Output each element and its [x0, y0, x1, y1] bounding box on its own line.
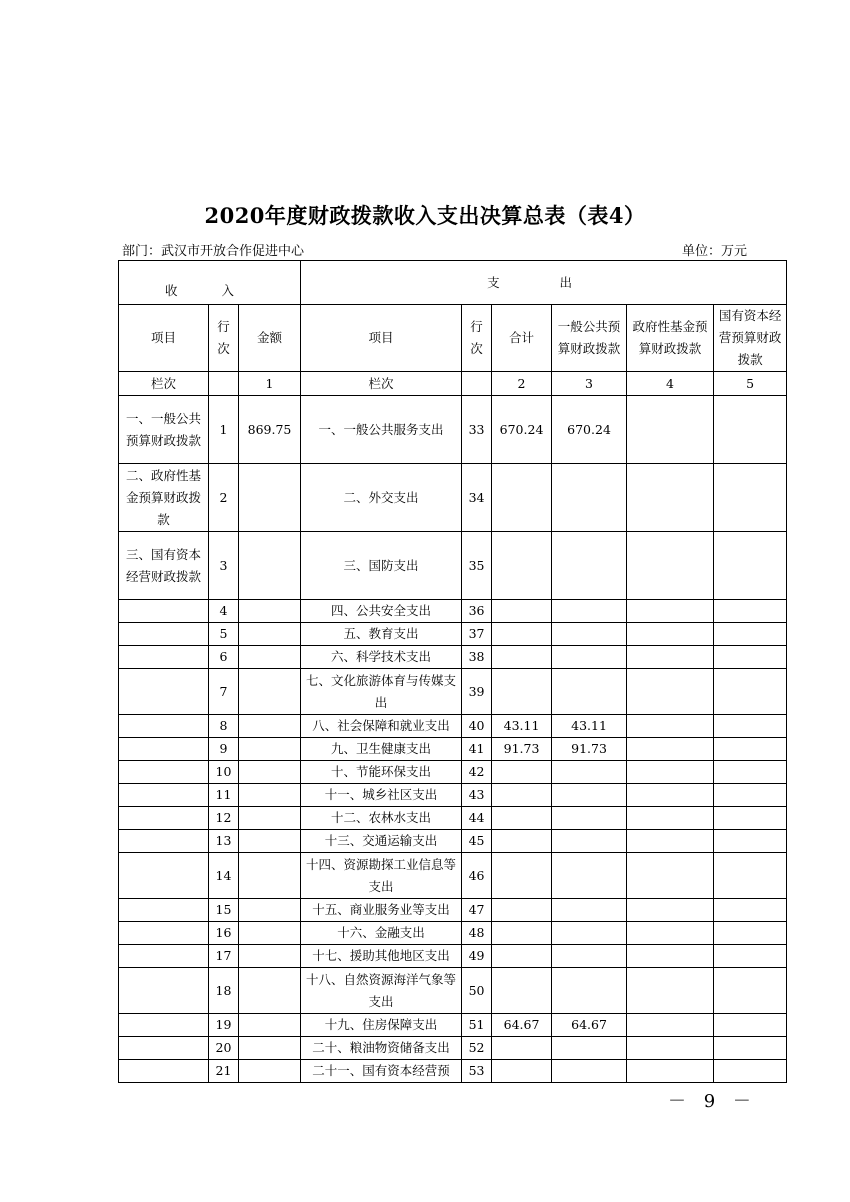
income-row-no: 15 — [209, 899, 239, 922]
total-value — [492, 761, 552, 784]
expense-row-no: 53 — [462, 1060, 492, 1083]
page-number: － 9 － — [668, 1091, 757, 1112]
gov-fund-value — [627, 784, 714, 807]
department-label: 部门：武汉市开放合作促进中心 — [122, 244, 305, 259]
gov-fund-header: 政府性基金预算财政拨款 — [627, 305, 714, 372]
income-amount — [239, 830, 301, 853]
expense-item: 一、一般公共服务支出 — [301, 396, 462, 464]
expense-row-no: 39 — [462, 669, 492, 715]
general-budget-value — [552, 1060, 627, 1083]
expense-row-no: 49 — [462, 945, 492, 968]
general-budget-value: 43.11 — [552, 715, 627, 738]
state-capital-value — [714, 1060, 787, 1083]
expense-row-no: 52 — [462, 1037, 492, 1060]
gov-fund-value — [627, 807, 714, 830]
income-row-no: 10 — [209, 761, 239, 784]
income-row-no: 21 — [209, 1060, 239, 1083]
state-capital-value — [714, 761, 787, 784]
income-header: 收 入 — [119, 261, 301, 305]
state-capital-value — [714, 600, 787, 623]
general-budget-value — [552, 464, 627, 532]
general-budget-value — [552, 853, 627, 899]
state-capital-value — [714, 784, 787, 807]
table-row — [119, 1037, 787, 1060]
expense-item: 十一、城乡社区支出 — [301, 784, 462, 807]
table-row — [119, 784, 787, 807]
expense-row-no: 36 — [462, 600, 492, 623]
income-row-no: 6 — [209, 646, 239, 669]
total-value: 91.73 — [492, 738, 552, 761]
income-amount — [239, 853, 301, 899]
income-item: 一、一般公共预算财政拨款 — [119, 396, 209, 464]
income-amount: 869.75 — [239, 396, 301, 464]
unit-label: 单位：万元 — [682, 244, 748, 259]
income-item — [119, 669, 209, 715]
gov-fund-value — [627, 968, 714, 1014]
total-value — [492, 922, 552, 945]
income-row-no: 13 — [209, 830, 239, 853]
total-value — [492, 807, 552, 830]
income-row-no: 1 — [209, 396, 239, 464]
gov-fund-value — [627, 600, 714, 623]
gov-fund-value — [627, 945, 714, 968]
table-row — [119, 899, 787, 922]
general-budget-value: 64.67 — [552, 1014, 627, 1037]
income-item-header: 项目 — [119, 305, 209, 372]
expense-row-no: 33 — [462, 396, 492, 464]
income-item — [119, 899, 209, 922]
income-amount — [239, 715, 301, 738]
income-row-no: 18 — [209, 968, 239, 1014]
expense-item: 十八、自然资源海洋气象等支出 — [301, 968, 462, 1014]
table-row — [119, 623, 787, 646]
gov-fund-value — [627, 853, 714, 899]
gov-fund-value — [627, 899, 714, 922]
gov-fund-value — [627, 646, 714, 669]
state-capital-value — [714, 396, 787, 464]
total-value — [492, 1060, 552, 1083]
income-row-no: 4 — [209, 600, 239, 623]
income-item — [119, 1037, 209, 1060]
expense-row-no: 50 — [462, 968, 492, 1014]
state-capital-value — [714, 464, 787, 532]
state-capital-header: 国有资本经营预算财政拨款 — [714, 305, 787, 372]
expense-row-no-header: 行次 — [462, 305, 492, 372]
income-item — [119, 853, 209, 899]
gov-fund-value — [627, 1037, 714, 1060]
expense-item: 十、节能环保支出 — [301, 761, 462, 784]
total-value — [492, 899, 552, 922]
income-item — [119, 1060, 209, 1083]
expense-row-no: 45 — [462, 830, 492, 853]
income-amount — [239, 899, 301, 922]
column-index-1: 1 — [239, 372, 301, 396]
general-budget-value — [552, 600, 627, 623]
total-value — [492, 600, 552, 623]
income-item — [119, 922, 209, 945]
general-budget-header: 一般公共预算财政拨款 — [552, 305, 627, 372]
general-budget-value — [552, 968, 627, 1014]
general-budget-value — [552, 623, 627, 646]
expense-row-no: 44 — [462, 807, 492, 830]
table-row — [119, 853, 787, 899]
state-capital-value — [714, 623, 787, 646]
table-row — [119, 1014, 787, 1037]
state-capital-value — [714, 899, 787, 922]
state-capital-value — [714, 715, 787, 738]
table-row — [119, 646, 787, 669]
expense-row-no: 42 — [462, 761, 492, 784]
income-amount — [239, 761, 301, 784]
table-row — [119, 968, 787, 1014]
table-row — [119, 1060, 787, 1083]
income-item — [119, 715, 209, 738]
income-row-no: 3 — [209, 532, 239, 600]
total-value — [492, 646, 552, 669]
column-index-row — [119, 372, 787, 396]
income-item — [119, 646, 209, 669]
column-index-empty-2 — [462, 372, 492, 396]
expense-row-no: 35 — [462, 532, 492, 600]
table-row — [119, 761, 787, 784]
table-row — [119, 600, 787, 623]
expense-item: 七、文化旅游体育与传媒支出 — [301, 669, 462, 715]
income-item — [119, 830, 209, 853]
table-row — [119, 464, 787, 532]
table-row — [119, 830, 787, 853]
table-row — [119, 945, 787, 968]
income-item — [119, 600, 209, 623]
income-item — [119, 784, 209, 807]
expense-item: 十二、农林水支出 — [301, 807, 462, 830]
expense-row-no: 46 — [462, 853, 492, 899]
expense-row-no: 43 — [462, 784, 492, 807]
total-value — [492, 830, 552, 853]
general-budget-value — [552, 899, 627, 922]
expense-item: 二十一、国有资本经营预 — [301, 1060, 462, 1083]
amount-header: 金额 — [239, 305, 301, 372]
income-row-no: 14 — [209, 853, 239, 899]
column-label: 栏次 — [119, 372, 209, 396]
state-capital-value — [714, 945, 787, 968]
income-item — [119, 807, 209, 830]
general-budget-value — [552, 945, 627, 968]
expense-row-no: 51 — [462, 1014, 492, 1037]
gov-fund-value — [627, 669, 714, 715]
total-value — [492, 968, 552, 1014]
table-row — [119, 532, 787, 600]
budget-table — [118, 260, 787, 1083]
column-index-3: 3 — [552, 372, 627, 396]
table-row — [119, 738, 787, 761]
table-row — [119, 922, 787, 945]
general-budget-value — [552, 830, 627, 853]
income-amount — [239, 532, 301, 600]
gov-fund-value — [627, 623, 714, 646]
column-index-2: 2 — [492, 372, 552, 396]
gov-fund-value — [627, 830, 714, 853]
expense-item: 十四、资源勘探工业信息等支出 — [301, 853, 462, 899]
income-amount — [239, 1037, 301, 1060]
page-title: 2020年度财政拨款收入支出决算总表（表4） — [204, 203, 646, 228]
income-item — [119, 1014, 209, 1037]
income-item — [119, 623, 209, 646]
general-budget-value — [552, 922, 627, 945]
income-amount — [239, 968, 301, 1014]
expense-row-no: 34 — [462, 464, 492, 532]
general-budget-value — [552, 669, 627, 715]
income-row-no: 8 — [209, 715, 239, 738]
gov-fund-value — [627, 922, 714, 945]
expense-row-no: 41 — [462, 738, 492, 761]
gov-fund-value — [627, 715, 714, 738]
income-item: 二、政府性基金预算财政拨款 — [119, 464, 209, 532]
income-row-no: 16 — [209, 922, 239, 945]
expense-row-no: 37 — [462, 623, 492, 646]
income-item — [119, 968, 209, 1014]
expense-item: 二十、粮油物资储备支出 — [301, 1037, 462, 1060]
income-amount — [239, 646, 301, 669]
total-value — [492, 623, 552, 646]
state-capital-value — [714, 669, 787, 715]
expense-row-no: 38 — [462, 646, 492, 669]
income-item — [119, 945, 209, 968]
income-amount — [239, 1014, 301, 1037]
gov-fund-value — [627, 738, 714, 761]
expense-item: 九、卫生健康支出 — [301, 738, 462, 761]
state-capital-value — [714, 922, 787, 945]
state-capital-value — [714, 807, 787, 830]
income-amount — [239, 464, 301, 532]
income-item: 三、国有资本经营财政拨款 — [119, 532, 209, 600]
state-capital-value — [714, 830, 787, 853]
gov-fund-value — [627, 1060, 714, 1083]
expense-item: 三、国防支出 — [301, 532, 462, 600]
total-value: 43.11 — [492, 715, 552, 738]
income-amount — [239, 784, 301, 807]
expense-item: 十九、住房保障支出 — [301, 1014, 462, 1037]
total-value — [492, 669, 552, 715]
header-row-columns — [119, 305, 787, 372]
expense-row-no: 48 — [462, 922, 492, 945]
gov-fund-value — [627, 1014, 714, 1037]
income-row-no: 17 — [209, 945, 239, 968]
income-row-no: 20 — [209, 1037, 239, 1060]
total-value — [492, 1037, 552, 1060]
state-capital-value — [714, 532, 787, 600]
income-amount — [239, 922, 301, 945]
total-value: 64.67 — [492, 1014, 552, 1037]
expense-row-no: 40 — [462, 715, 492, 738]
income-row-no: 7 — [209, 669, 239, 715]
gov-fund-value — [627, 464, 714, 532]
general-budget-value: 670.24 — [552, 396, 627, 464]
total-value: 670.24 — [492, 396, 552, 464]
expense-item: 十五、商业服务业等支出 — [301, 899, 462, 922]
income-amount — [239, 623, 301, 646]
column-index-4: 4 — [627, 372, 714, 396]
income-amount — [239, 1060, 301, 1083]
general-budget-value — [552, 532, 627, 600]
expense-header: 支 出 — [301, 261, 787, 305]
income-row-no: 9 — [209, 738, 239, 761]
state-capital-value — [714, 968, 787, 1014]
table-row — [119, 669, 787, 715]
expense-row-no: 47 — [462, 899, 492, 922]
state-capital-value — [714, 646, 787, 669]
general-budget-value — [552, 784, 627, 807]
total-value — [492, 532, 552, 600]
gov-fund-value — [627, 532, 714, 600]
income-amount — [239, 807, 301, 830]
state-capital-value — [714, 1014, 787, 1037]
column-label-expense: 栏次 — [301, 372, 462, 396]
total-value — [492, 784, 552, 807]
state-capital-value — [714, 1037, 787, 1060]
total-value — [492, 853, 552, 899]
income-item — [119, 738, 209, 761]
expense-item: 八、社会保障和就业支出 — [301, 715, 462, 738]
expense-item: 二、外交支出 — [301, 464, 462, 532]
total-value — [492, 464, 552, 532]
table-row — [119, 807, 787, 830]
expense-item: 十七、援助其他地区支出 — [301, 945, 462, 968]
expense-item: 五、教育支出 — [301, 623, 462, 646]
income-amount — [239, 738, 301, 761]
income-row-no: 11 — [209, 784, 239, 807]
income-row-no: 19 — [209, 1014, 239, 1037]
income-row-no: 12 — [209, 807, 239, 830]
header-row-top — [119, 261, 787, 305]
table-row — [119, 715, 787, 738]
total-value — [492, 945, 552, 968]
total-header: 合计 — [492, 305, 552, 372]
state-capital-value — [714, 738, 787, 761]
general-budget-value — [552, 807, 627, 830]
gov-fund-value — [627, 761, 714, 784]
income-amount — [239, 600, 301, 623]
income-item — [119, 761, 209, 784]
state-capital-value — [714, 853, 787, 899]
expense-item: 十六、金融支出 — [301, 922, 462, 945]
expense-item: 四、公共安全支出 — [301, 600, 462, 623]
income-row-no: 2 — [209, 464, 239, 532]
income-amount — [239, 945, 301, 968]
column-index-5: 5 — [714, 372, 787, 396]
column-index-empty — [209, 372, 239, 396]
income-amount — [239, 669, 301, 715]
income-row-no-header: 行次 — [209, 305, 239, 372]
expense-item-header: 项目 — [301, 305, 462, 372]
general-budget-value: 91.73 — [552, 738, 627, 761]
expense-item: 十三、交通运输支出 — [301, 830, 462, 853]
general-budget-value — [552, 1037, 627, 1060]
general-budget-value — [552, 761, 627, 784]
gov-fund-value — [627, 396, 714, 464]
table-row — [119, 396, 787, 464]
expense-item: 六、科学技术支出 — [301, 646, 462, 669]
income-row-no: 5 — [209, 623, 239, 646]
general-budget-value — [552, 646, 627, 669]
